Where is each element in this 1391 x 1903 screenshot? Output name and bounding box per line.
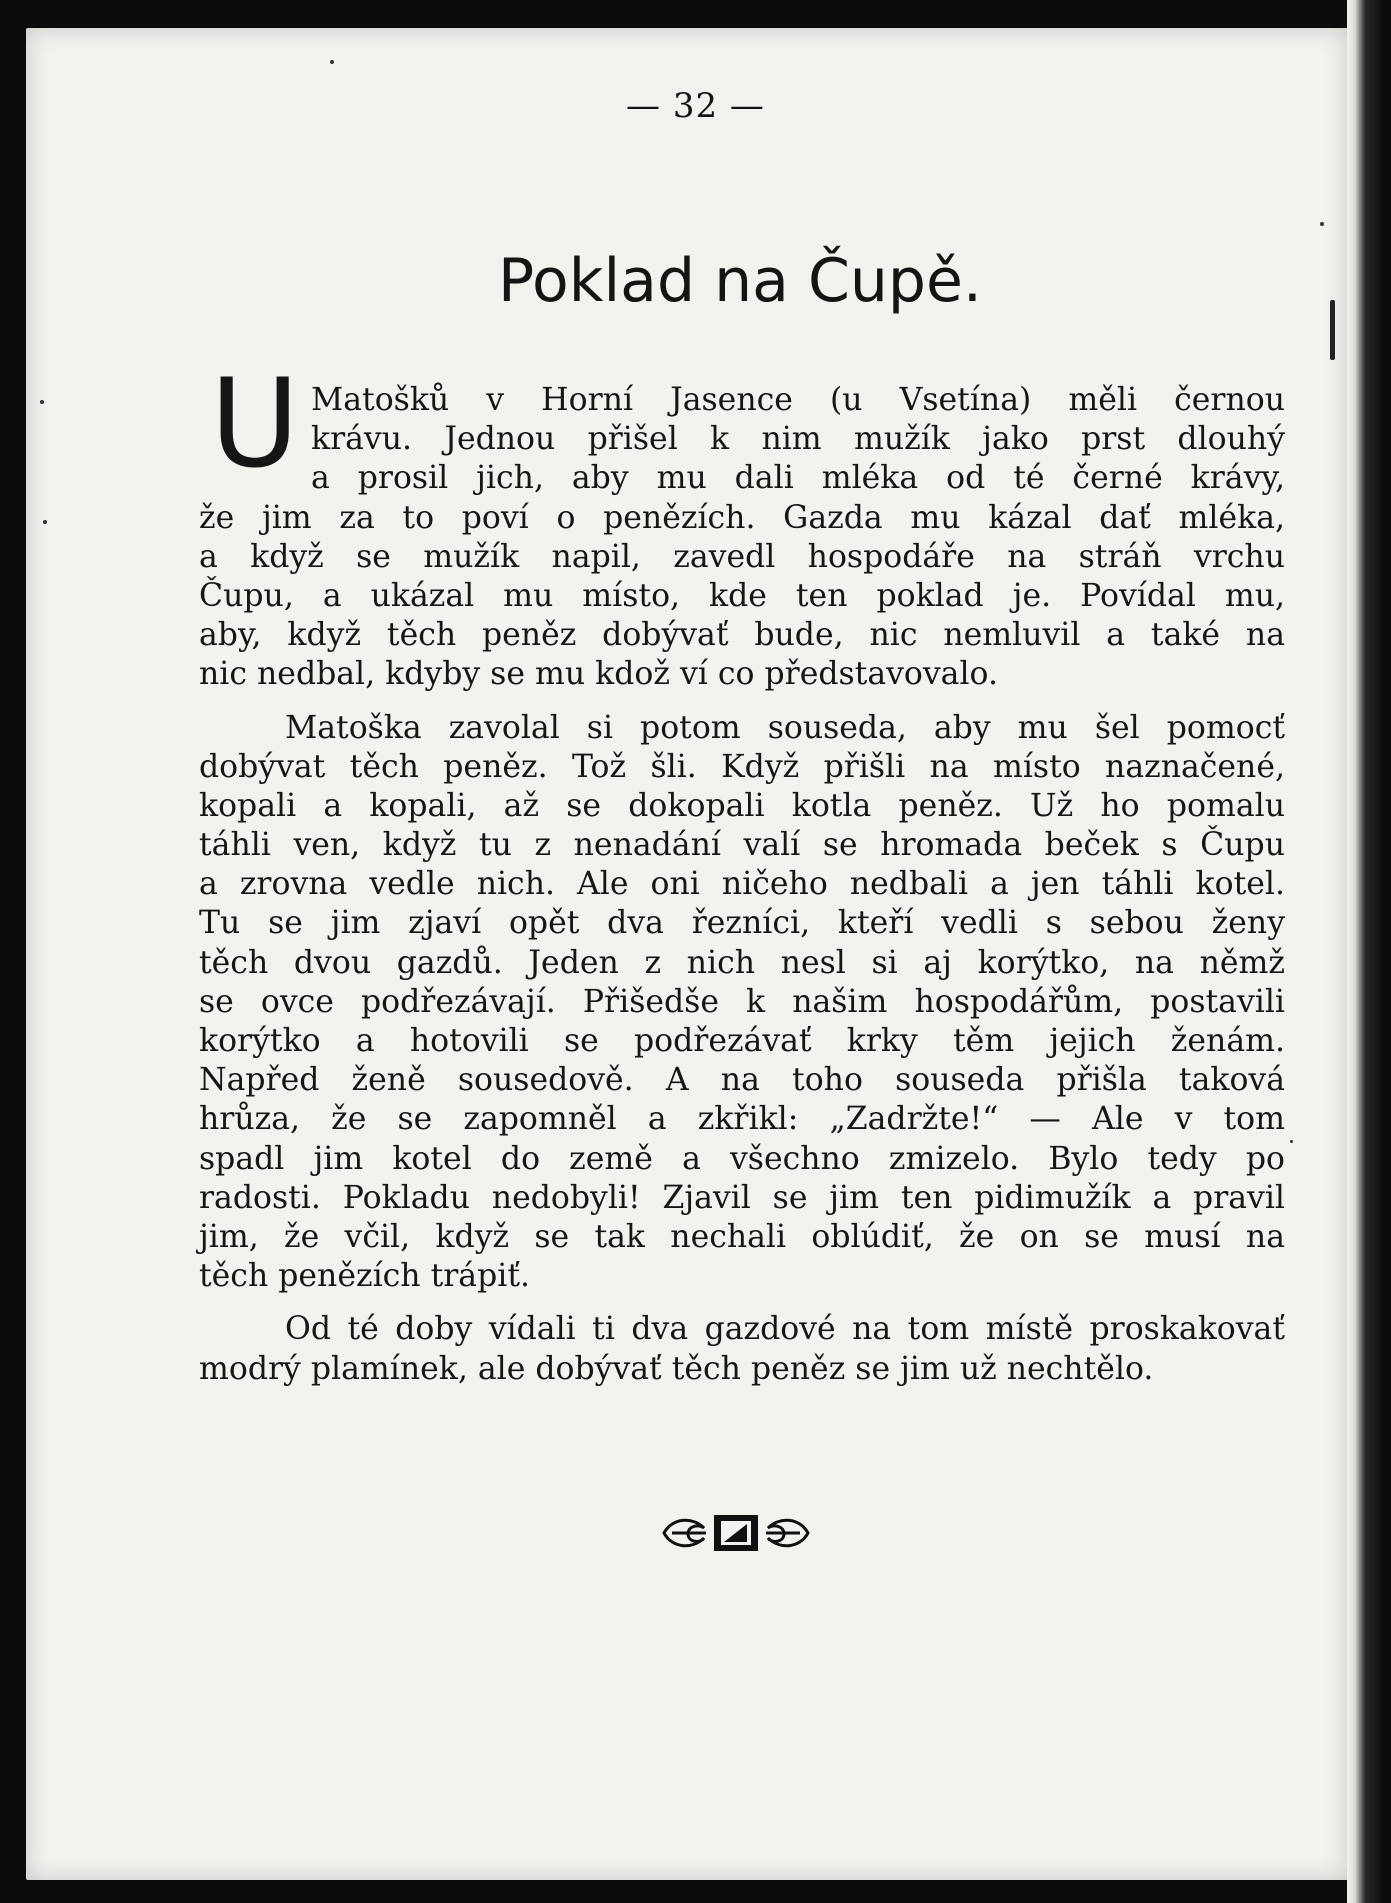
text-line: Tu se jim zjaví opět dva řezníci, kteří vedli s sebou ženy — [199, 905, 1285, 942]
floral-vignette-icon — [658, 1510, 814, 1556]
text-line: aby, když těch peněz dobývať bude, nic nemluvil a také na — [199, 617, 1285, 654]
text-line: Matoška zavolal si potom souseda, aby mu šel pomocť — [285, 709, 1285, 746]
page-number: — 32 — — [626, 86, 765, 126]
text-line: spadl jim kotel do země a všechno zmizelo. Bylo tedy po — [199, 1140, 1285, 1177]
text-line: se ovce podřezávají. Přišedše k našim hospodářům, postavili — [199, 983, 1285, 1020]
page-title: Poklad na Čupě. — [498, 246, 982, 316]
text-line: těch penězích trápiť. — [199, 1258, 530, 1295]
text-line: korýtko a hotovili se podřezávať krky těm jejich ženám. — [199, 1023, 1285, 1059]
text-line: nic nedbal, kdyby se mu kdož ví co představovalo. — [199, 656, 998, 693]
text-line: Matošků v Horní Jasence (u Vsetína) měli černou — [311, 382, 1285, 418]
text-line: a prosil jich, aby mu dali mléka od té černé krávy, — [311, 460, 1285, 497]
text-line: táhli ven, když tu z nenadání valí se hromada beček s Čupu — [199, 827, 1285, 864]
text-line: jim, že včil, když se tak nechali oblúdiť, že on se musí na — [199, 1218, 1285, 1255]
paragraph-1 — [199, 381, 1285, 695]
text-line: těch dvou gazdů. Jeden z nich nesl si aj korýtko, na němž — [199, 944, 1285, 981]
text-line: modrý plamínek, ale dobývať těch peněz se jim už nechtělo. — [199, 1350, 1154, 1387]
text-line: krávu. Jednou přišel k nim mužík jako prst dlouhý — [311, 421, 1285, 458]
text-line: radosti. Pokladu nedobyli! Zjavil se jim ten pidimužík a pravil — [199, 1179, 1285, 1216]
text-line: že jim za to poví o penězích. Gazda mu kázal dať mléka, — [199, 499, 1285, 536]
text-line: Čupu, a ukázal mu místo, kde ten poklad je. Povídal mu, — [199, 577, 1285, 614]
text-line: kopali a kopali, až se dokopali kotla peněz. Už ho pomalu — [199, 787, 1285, 824]
paragraph-3 — [199, 1310, 1285, 1388]
story-text — [199, 381, 1285, 1389]
text-line: hrůza, že se zapomněl a zkřikl: „Zadržte!“ — Ale v tom — [199, 1101, 1285, 1138]
drop-cap: U — [210, 353, 300, 495]
text-line: a zrovna vedle nich. Ale oni ničeho nedbali a jen táhli kotel. — [199, 866, 1285, 903]
paragraph-2 — [199, 709, 1285, 1297]
text-line: a když se mužík napil, zavedl hospodáře na stráň vrchu — [199, 538, 1285, 575]
text-line: dobývat těch peněz. Tož šli. Když přišli na místo naznačené, — [199, 748, 1285, 785]
text-line: Napřed ženě sousedově. A na toho souseda přišla taková — [199, 1062, 1285, 1099]
text-line: Od té doby vídali ti dva gazdové na tom místě proskakovať — [285, 1311, 1285, 1348]
